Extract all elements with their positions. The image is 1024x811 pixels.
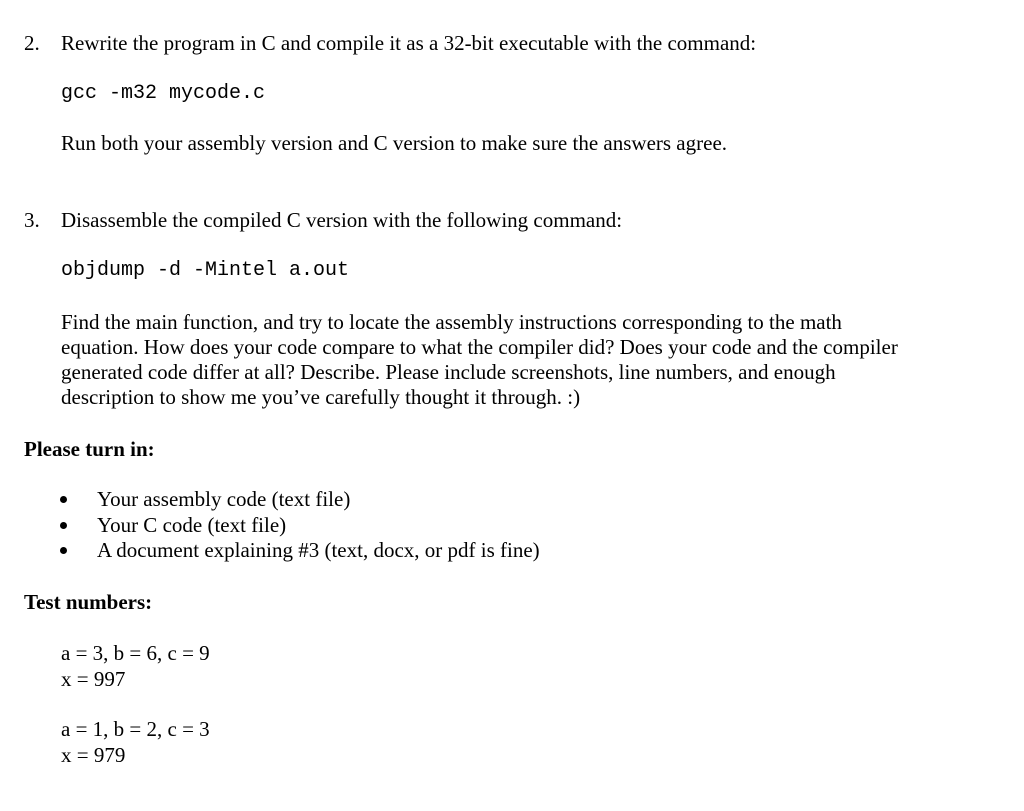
test-set-result: x = 979 — [61, 743, 126, 767]
item-3-description-line: equation. How does your code compare to what the compiler did? Does your code and the compiler — [61, 335, 898, 359]
test-set-result: x = 997 — [61, 667, 126, 691]
bullet-icon — [60, 547, 67, 554]
item-2-command: gcc -m32 mycode.c — [61, 82, 266, 105]
item-3-text: Disassemble the compiled C version with the following command: — [61, 208, 623, 232]
test-set-inputs: a = 3, b = 6, c = 9 — [61, 641, 210, 665]
turn-in-item: A document explaining #3 (text, docx, or pdf is fine) — [97, 538, 540, 562]
turn-in-item: Your assembly code (text file) — [97, 487, 351, 511]
bullet-icon — [60, 522, 67, 529]
item-2-number: 2. — [24, 31, 40, 55]
turn-in-item: Your C code (text file) — [97, 513, 287, 537]
test-set-inputs: a = 1, b = 2, c = 3 — [61, 717, 210, 741]
item-3-number: 3. — [24, 208, 40, 232]
test-numbers-heading: Test numbers: — [24, 590, 153, 614]
item-3-description-line: Find the main function, and try to locate the assembly instructions corresponding to the math — [61, 310, 842, 334]
item-3-command: objdump -d -Mintel a.out — [61, 259, 350, 282]
turn-in-heading: Please turn in: — [24, 437, 155, 461]
item-3-description-line: description to show me you’ve carefully thought it through. :) — [61, 385, 581, 409]
item-2-text: Rewrite the program in C and compile it as a 32-bit executable with the command: — [61, 31, 757, 55]
bullet-icon — [60, 496, 67, 503]
item-2-note: Run both your assembly version and C version to make sure the answers agree. — [61, 131, 728, 155]
item-3-description-line: generated code differ at all? Describe. Please include screenshots, line numbers, and enough — [61, 360, 836, 384]
